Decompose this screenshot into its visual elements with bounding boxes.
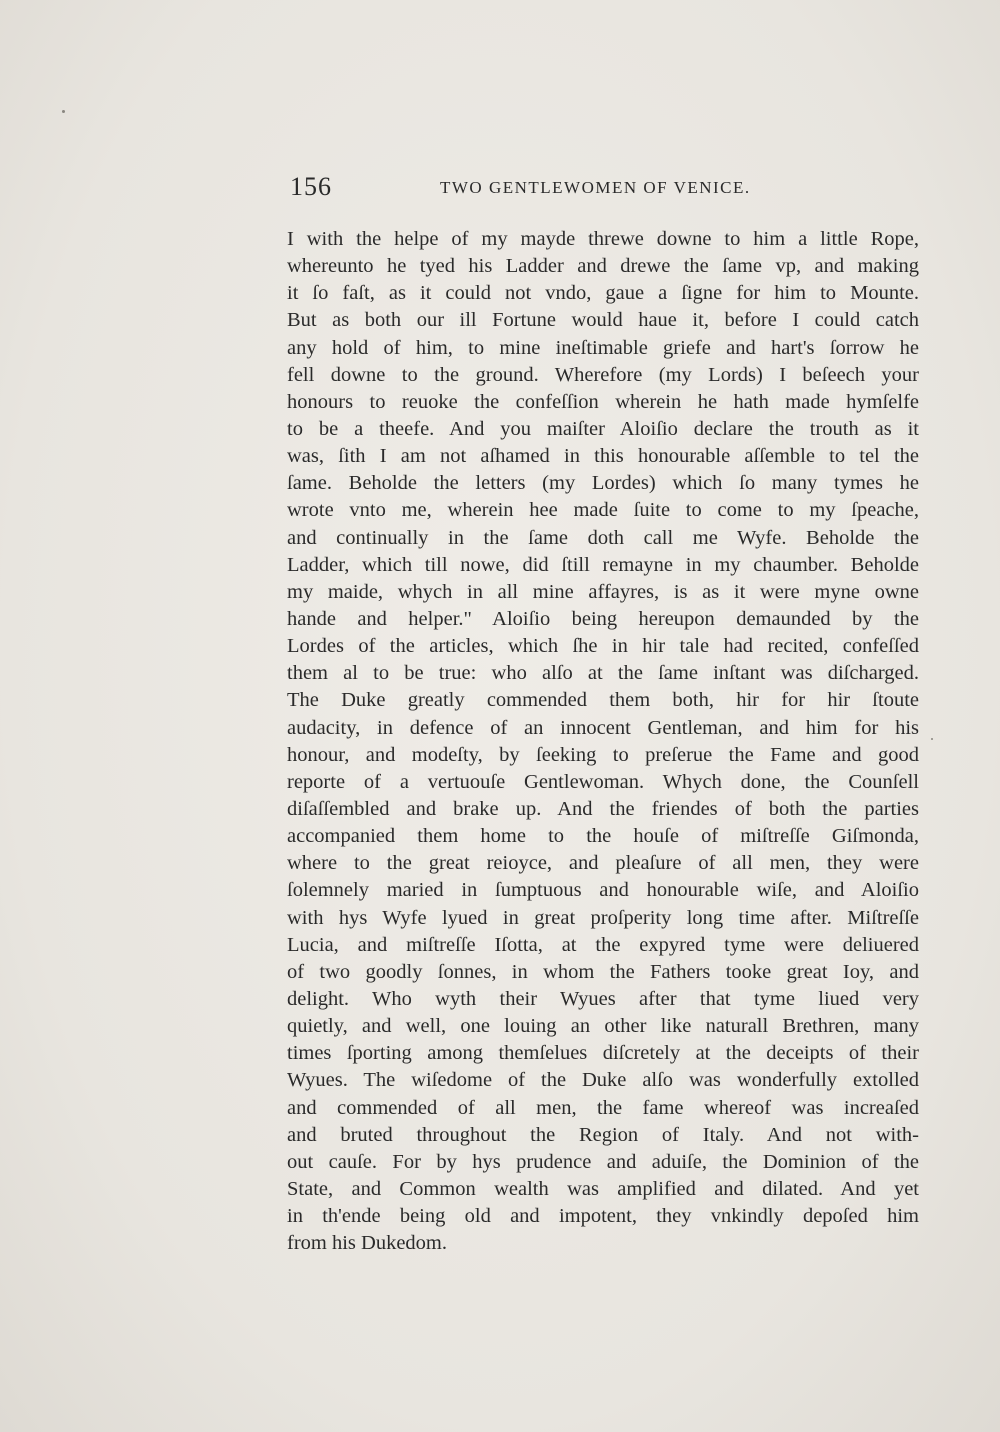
text-line: where to the great reioyce, and pleaſure of all men, they were (287, 852, 919, 875)
text-line: out cauſe. For by hys prudence and aduiſe, the Dominion of the (287, 1150, 919, 1173)
text-line: and commended of all men, the fame whereof was increaſed (287, 1096, 919, 1119)
text-line: Lordes of the articles, which ſhe in hir tale had recited, confeſſed (287, 635, 919, 658)
text-line: them al to be true: who alſo at the ſame inſtant was diſcharged. (287, 662, 919, 685)
body-text (287, 226, 919, 1257)
text-line: honour, and modeſty, by ſeeking to preſerue the Fame and good (287, 743, 919, 766)
text-line: times ſporting among themſelues diſcretely at the deceipts of their (287, 1042, 919, 1065)
text-line: it ſo faſt, as it could not vndo, gaue a ſigne for him to Mounte. (287, 282, 919, 305)
text-line: Ladder, which till nowe, did ſtill remayne in my chaumber. Beholde (287, 553, 919, 576)
text-line: honours to reuoke the confeſſion wherein he hath made hymſelfe (287, 390, 919, 413)
text-line: Wyues. The wiſedome of the Duke alſo was wonderfully extolled (287, 1069, 919, 1092)
text-line: audacity, in defence of an innocent Gentleman, and him for his (287, 716, 919, 739)
text-line: whereunto he tyed his Ladder and drewe the ſame vp, and making (287, 255, 919, 278)
paper-speck (62, 110, 65, 113)
text-line: accompanied them home to the houſe of miſtreſſe Giſmonda, (287, 825, 919, 848)
running-head (290, 172, 780, 204)
text-line: The Duke greatly commended them both, hir for hir ſtoute (287, 689, 919, 712)
text-line: quietly, and well, one louing an other like naturall Brethren, many (287, 1015, 919, 1038)
page-number: 156 (290, 172, 332, 201)
text-line: was, ſith I am not aſhamed in this honourable aſſemble to tel the (287, 445, 919, 468)
text-line: Lucia, and miſtreſſe Iſotta, at the expyred tyme were deliuered (287, 933, 919, 956)
text-line: fell downe to the ground. Wherefore (my Lords) I beſeech your (287, 363, 919, 386)
text-line: State, and Common wealth was amplified and dilated. And yet (287, 1177, 919, 1200)
text-line: ſame. Beholde the letters (my Lordes) which ſo many tymes he (287, 472, 919, 495)
text-line: from his Dukedom. (287, 1232, 447, 1255)
text-line: and bruted throughout the Region of Italy. And not with- (287, 1123, 919, 1146)
running-title: TWO GENTLEWOMEN OF VENICE. (440, 178, 751, 197)
text-line: wrote vnto me, wherein hee made ſuite to come to my ſpeache, (287, 499, 919, 522)
text-line: of two goodly ſonnes, in whom the Fathers tooke great Ioy, and (287, 960, 919, 983)
text-line: diſaſſembled and brake up. And the friendes of both the parties (287, 797, 919, 820)
text-line: with hys Wyfe lyued in great proſperity long time after. Miſtreſſe (287, 906, 919, 929)
text-line: my maide, whych in all mine affayres, is as it were myne owne (287, 580, 919, 603)
text-line: to be a theefe. And you maiſter Aloiſio declare the trouth as it (287, 417, 919, 440)
text-line: reporte of a vertuouſe Gentlewoman. Whych done, the Counſell (287, 770, 919, 793)
text-line: and continually in the ſame doth call me Wyfe. Beholde the (287, 526, 919, 549)
text-line: in th'ende being old and impotent, they vnkindly depoſed him (287, 1205, 919, 1228)
text-line: ſolemnely maried in ſumptuous and honourable wiſe, and Aloiſio (287, 879, 919, 902)
text-line: delight. Who wyth their Wyues after that tyme liued very (287, 987, 919, 1010)
text-line: hande and helper." Aloiſio being hereupon demaunded by the (287, 607, 919, 630)
text-line: any hold of him, to mine ineſtimable griefe and hart's ſorrow he (287, 336, 919, 359)
text-line: I with the helpe of my mayde threwe downe to him a little Rope, (287, 228, 919, 250)
text-line: But as both our ill Fortune would haue it, before I could catch (287, 309, 919, 332)
paper-speck (931, 738, 933, 740)
